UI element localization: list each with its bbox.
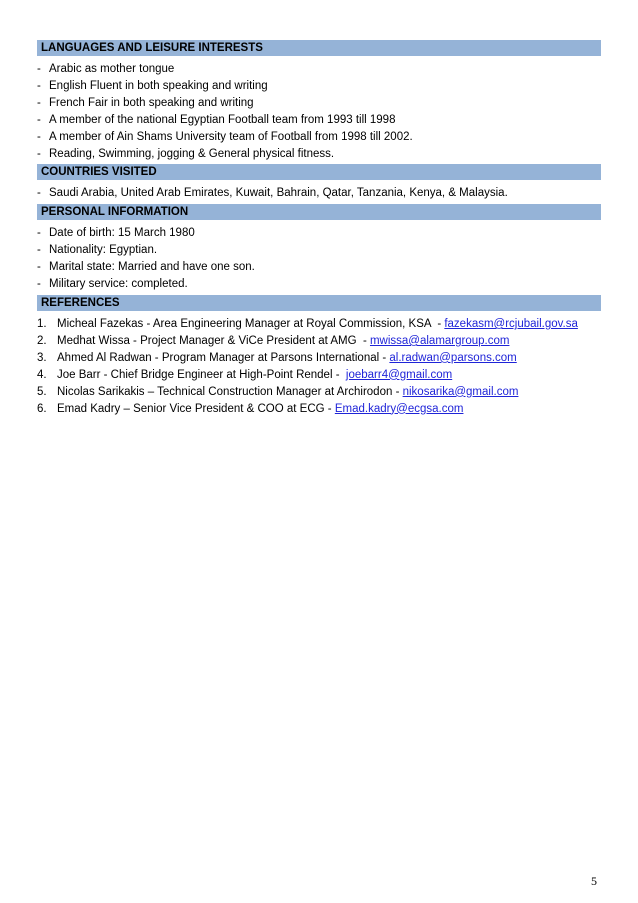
list-item: - English Fluent in both speaking and writing	[37, 79, 268, 92]
references-header: REFERENCES	[37, 295, 601, 311]
document-page	[37, 40, 601, 419]
countries-header: COUNTRIES VISITED	[37, 164, 601, 180]
languages-header: LANGUAGES AND LEISURE INTERESTS	[37, 40, 601, 56]
email-link[interactable]: nikosarika@gmail.com	[402, 385, 519, 398]
list-item: - Arabic as mother tongue	[37, 63, 175, 75]
email-link[interactable]: mwissa@alamargroup.com	[369, 334, 510, 347]
page-number: 5	[591, 874, 597, 888]
personal-list	[37, 225, 601, 293]
list-item: 3. Ahmed Al Radwan - Program Manager at Parsons International - al.radwan@parsons.com	[37, 350, 601, 367]
list-item: 2. Medhat Wissa - Project Manager & ViCe President at AMG - mwissa@alamargroup.com	[37, 333, 601, 350]
list-item: - Marital state: Married and have one son.	[37, 261, 255, 274]
references-list	[37, 316, 601, 417]
list-item: - French Fair in both speaking and writing	[37, 96, 254, 109]
list-item: - A member of the national Egyptian Football team from 1993 till 1998	[37, 113, 396, 126]
list-item: 4. Joe Barr - Chief Bridge Engineer at High-Point Rendel - joebarr4@gmail.com	[37, 367, 601, 384]
countries-list	[37, 185, 601, 202]
languages-list	[37, 61, 601, 162]
email-link[interactable]: joebarr4@gmail.com	[345, 368, 453, 381]
list-item: 1. Micheal Fazekas - Area Engineering Manager at Royal Commission, KSA - fazekasm@rcjubail.gov.sa	[37, 316, 601, 333]
personal-header: PERSONAL INFORMATION	[37, 204, 601, 220]
email-link[interactable]: al.radwan@parsons.com	[389, 351, 517, 364]
list-item: - Reading, Swimming, jogging & General physical fitness.	[37, 147, 335, 160]
list-item: 5. Nicolas Sarikakis – Technical Construction Manager at Archirodon - nikosarika@gmail.com	[37, 384, 601, 401]
email-link[interactable]: Emad.kadry@ecgsa.com	[334, 402, 464, 415]
email-link[interactable]: fazekasm@rcjubail.gov.sa	[444, 317, 578, 330]
list-item: 6. Emad Kadry – Senior Vice President & COO at ECG - Emad.kadry@ecgsa.com	[37, 401, 601, 418]
list-item: - Nationality: Egyptian.	[37, 244, 158, 257]
list-item: - Saudi Arabia, United Arab Emirates, Kuwait, Bahrain, Qatar, Tanzania, Kenya, & Malaysia.	[37, 187, 508, 200]
list-item: - Military service: completed.	[37, 278, 188, 291]
list-item: - A member of Ain Shams University team of Football from 1998 till 2002.	[37, 130, 413, 143]
list-item: - Date of birth: 15 March 1980	[37, 227, 195, 240]
